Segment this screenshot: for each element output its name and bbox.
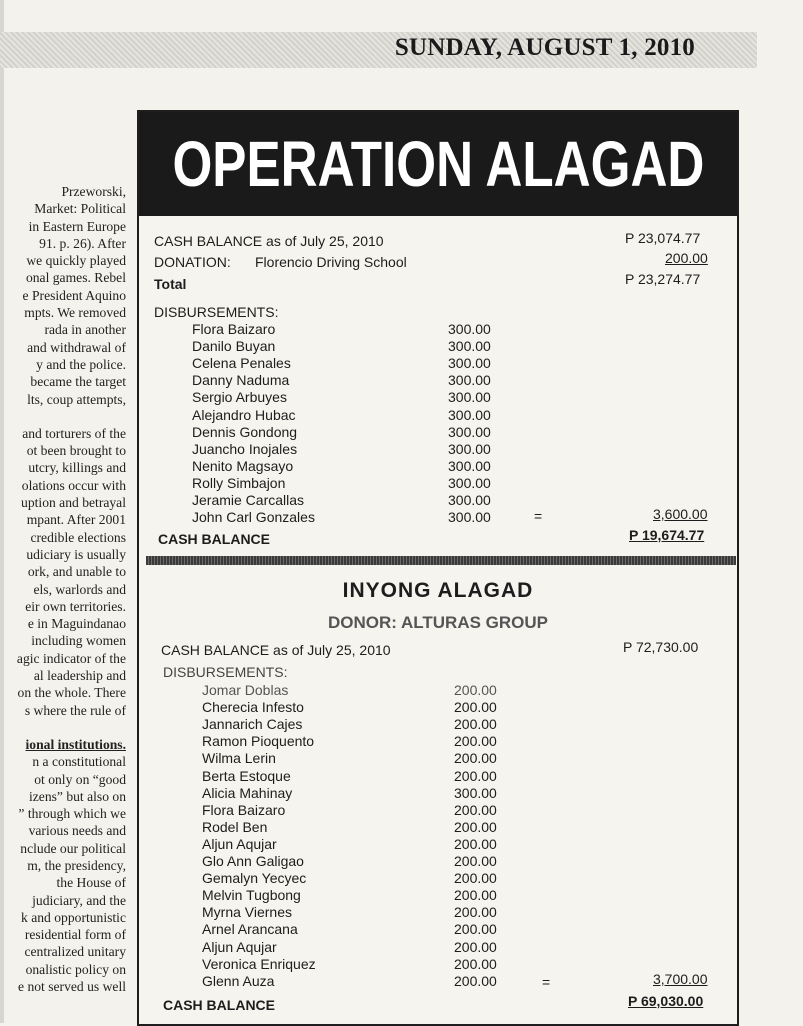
in-disbursement-name: Aljun Aqujar [202, 939, 277, 955]
op-total-amount: P 23,274.77 [625, 271, 701, 287]
article-line: on the whole. There [17, 685, 126, 701]
in-disbursements-label: DISBURSEMENTS: [163, 664, 288, 680]
inyong-alagad-title: INYONG ALAGAD [342, 579, 534, 602]
article-line: Market: Political [34, 201, 126, 217]
article-line: ional institutions. [25, 736, 126, 752]
article-line: k and opportunistic [21, 909, 126, 925]
op-disbursement-amount: 300.00 [448, 407, 491, 423]
article-line: onalistic policy on [25, 961, 126, 977]
op-disbursement-name: Flora Baizaro [192, 321, 276, 337]
in-disbursement-name: Arnel Arancana [202, 921, 298, 937]
in-disbursement-name: Cherecia Infesto [202, 699, 304, 715]
op-disbursement-name: Rolly Simbajon [192, 475, 286, 491]
operation-alagad-banner [139, 112, 737, 216]
article-line: n a constitutional [32, 754, 126, 770]
article-line: Przeworski, [61, 184, 126, 199]
op-disbursement-amount: 300.00 [448, 321, 491, 337]
article-line: lts, coup attempts, [27, 391, 126, 407]
paragraph-gap [0, 719, 126, 736]
in-disbursement-name: Rodel Ben [202, 819, 268, 835]
op-cash-balance-amount: P 23,074.77 [625, 230, 701, 246]
in-disbursement-name: Aljun Aqujar [202, 836, 277, 852]
article-line: mpts. We removed [24, 305, 126, 321]
op-disbursement-amount: 300.00 [448, 458, 491, 474]
in-disbursement-amount: 200.00 [454, 939, 497, 955]
in-disbursement-amount: 200.00 [454, 853, 497, 869]
in-disbursement-amount: 200.00 [454, 870, 497, 886]
in-disbursement-amount: 200.00 [454, 973, 497, 989]
article-line: including women [31, 633, 126, 649]
in-disbursement-amount: 200.00 [454, 682, 497, 698]
article-line: e in Maguindanao [27, 616, 126, 632]
op-cash-balance-end-amount: P 19,674.77 [629, 527, 705, 543]
in-disbursement-amount: 200.00 [454, 819, 497, 835]
operation-alagad-title: OPERATION ALAGAD [172, 128, 704, 200]
article-line: utcry, killings and [28, 460, 126, 476]
article-line: 91. p. 26). After [39, 235, 126, 251]
article-line: e President Aquino [22, 287, 126, 303]
article-line: ot only on “good [34, 771, 126, 787]
op-disbursement-amount: 300.00 [448, 509, 491, 525]
article-line: uption and betrayal [21, 495, 126, 511]
article-line: and torturers of the [22, 425, 126, 441]
article-line: in Eastern Europe [28, 218, 126, 234]
op-disbursement-amount: 300.00 [448, 338, 491, 354]
article-line: and withdrawal of [27, 339, 126, 355]
in-disbursement-name: Alicia Mahinay [202, 785, 293, 801]
op-cash-balance-end-label: CASH BALANCE [158, 531, 270, 547]
op-disbursements-label: DISBURSEMENTS: [154, 304, 279, 320]
op-disbursement-name: Nenito Magsayo [192, 458, 294, 474]
article-line: nclude our political [20, 840, 126, 856]
article-line: centralized unitary [24, 944, 126, 960]
article-line: eir own territories. [25, 598, 126, 614]
in-disbursement-amount: 200.00 [454, 716, 497, 732]
article-line: judiciary, and the [32, 892, 126, 908]
article-line: ” through which we [18, 806, 126, 822]
in-disbursement-amount: 200.00 [454, 921, 497, 937]
in-disbursement-name: Wilma Lerin [202, 750, 276, 766]
in-disbursement-amount: 200.00 [454, 836, 497, 852]
op-disbursement-amount: 300.00 [448, 424, 491, 440]
article-line: residential form of [24, 927, 126, 943]
in-disbursement-amount: 300.00 [454, 785, 497, 801]
in-disbursement-amount: 200.00 [454, 904, 497, 920]
in-disbursement-name: Jomar Doblas [202, 682, 289, 698]
op-disbursement-name: John Carl Gonzales [192, 509, 315, 525]
op-cash-balance-label: CASH BALANCE as of July 25, 2010 [154, 233, 384, 249]
article-line: udiciary is usually [26, 546, 126, 562]
op-disbursement-amount: 300.00 [448, 355, 491, 371]
article-line: m, the presidency, [27, 857, 126, 873]
in-disbursement-name: Gemalyn Yecyec [202, 870, 307, 886]
in-cash-balance-amount: P 72,730.00 [623, 639, 699, 655]
op-disbursement-amount: 300.00 [448, 441, 491, 457]
article-line: agic indicator of the [16, 650, 126, 666]
inyong-donor: DONOR: ALTURAS GROUP [327, 613, 549, 632]
op-disbursement-name: Dennis Gondong [192, 424, 298, 440]
op-disbursement-name: Danny Naduma [192, 372, 290, 388]
article-line: y and the police. [36, 356, 126, 372]
op-disbursement-name: Danilo Buyan [192, 338, 276, 354]
article-line: we quickly played [26, 253, 126, 269]
article-line: mpant. After 2001 [26, 512, 126, 528]
op-disbursement-name: Sergio Arbuyes [192, 389, 287, 405]
article-line: rada in another [44, 322, 126, 338]
in-disbursement-name: Veronica Enriquez [202, 956, 316, 972]
article-line: onal games. Rebel [25, 270, 126, 286]
op-disbursement-name: Celena Penales [192, 355, 291, 371]
article-line: ot been brought to [26, 443, 126, 459]
in-cash-balance-end-amount: P 69,030.00 [628, 993, 704, 1009]
op-disbursement-name: Jeramie Carcallas [192, 492, 305, 508]
article-line: e not served us well [18, 979, 126, 995]
in-disbursement-amount: 200.00 [454, 887, 497, 903]
op-disbursement-amount: 300.00 [448, 492, 491, 508]
article-line: credible elections [30, 529, 126, 545]
article-line: s where the rule of [24, 702, 126, 718]
op-donation-label: DONATION: [154, 254, 231, 270]
in-cash-balance-label: CASH BALANCE as of July 25, 2010 [161, 642, 391, 658]
op-disbursement-amount: 300.00 [448, 389, 491, 405]
section-divider [146, 556, 736, 565]
in-disbursement-name: Berta Estoque [202, 768, 291, 784]
op-disbursement-name: Juancho Inojales [192, 441, 298, 457]
op-donation-source: Florencio Driving School [255, 254, 407, 270]
in-disbursement-name: Glo Ann Galigao [202, 853, 304, 869]
article-line: various needs and [28, 823, 126, 839]
article-line: al leadership and [33, 668, 126, 684]
in-disbursement-name: Melvin Tugbong [202, 887, 301, 903]
op-equals-sign: = [534, 508, 543, 524]
in-equals-sign: = [542, 974, 551, 990]
in-disbursement-amount: 200.00 [454, 699, 497, 715]
op-disbursement-amount: 300.00 [448, 475, 491, 491]
article-line: olations occur with [21, 477, 126, 493]
in-disbursement-name: Jannarich Cajes [202, 716, 303, 732]
op-disbursement-amount: 300.00 [448, 372, 491, 388]
issue-date: SUNDAY, AUGUST 1, 2010 [394, 34, 695, 61]
in-disbursement-amount: 200.00 [454, 733, 497, 749]
article-line: the House of [56, 875, 126, 891]
operation-alagad-box [137, 110, 739, 1026]
in-disbursement-name: Myrna Viernes [202, 904, 293, 920]
in-disbursement-amount: 200.00 [454, 750, 497, 766]
article-line: became the target [30, 374, 126, 390]
in-disbursement-amount: 200.00 [454, 768, 497, 784]
paragraph-gap [0, 408, 126, 425]
in-disbursement-total: 3,700.00 [653, 971, 708, 987]
op-donation-amount: 200.00 [665, 250, 708, 266]
article-line: els, warlords and [33, 581, 126, 597]
in-disbursement-name: Ramon Pioquento [202, 733, 315, 749]
in-disbursement-amount: 200.00 [454, 956, 497, 972]
in-disbursement-name: Flora Baizaro [202, 802, 286, 818]
in-disbursement-amount: 200.00 [454, 802, 497, 818]
op-disbursement-total: 3,600.00 [653, 506, 708, 522]
in-disbursement-name: Glenn Auza [202, 973, 275, 989]
op-total-label: Total [154, 276, 187, 292]
article-line: ork, and unable to [27, 564, 126, 580]
op-disbursement-name: Alejandro Hubac [192, 407, 296, 423]
in-cash-balance-end-label: CASH BALANCE [163, 997, 275, 1013]
article-line: izens” but also on [28, 788, 126, 804]
article-column [0, 183, 126, 995]
